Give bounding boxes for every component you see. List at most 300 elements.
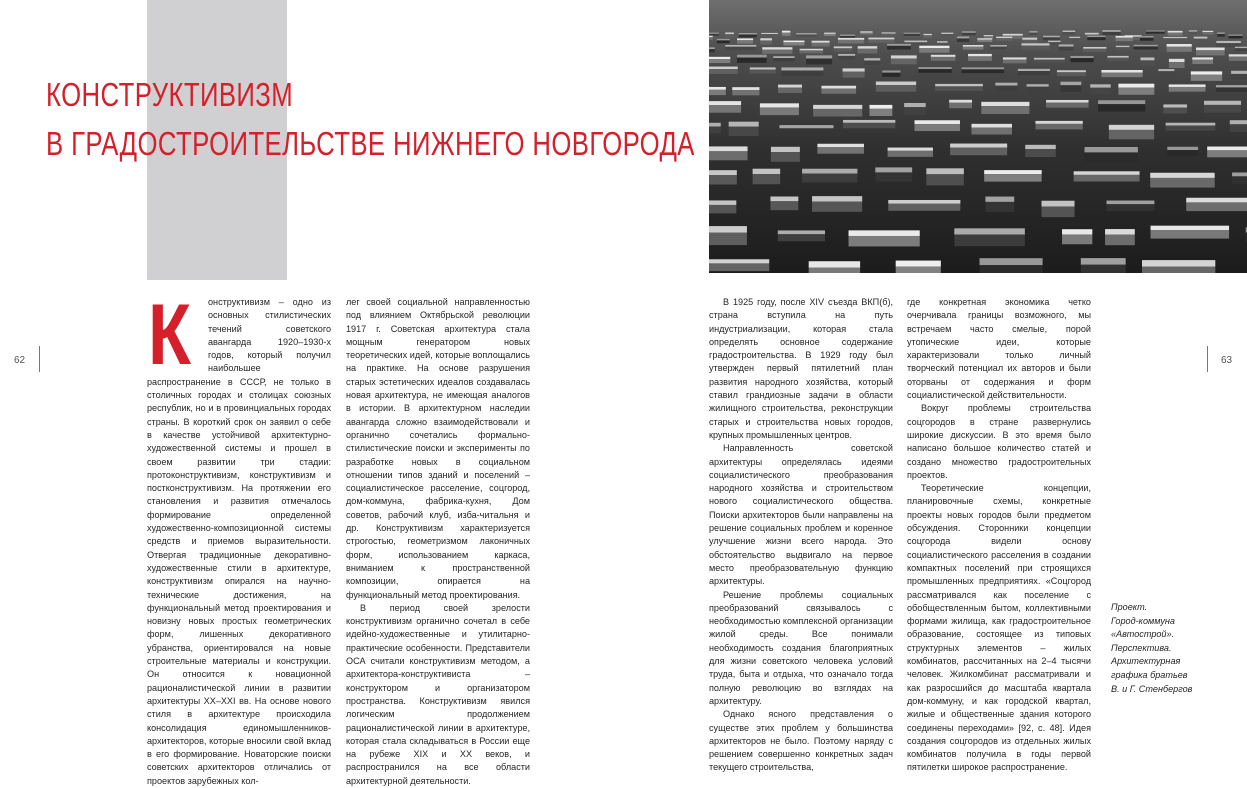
building-facade: [1027, 87, 1049, 92]
building-facade: [1217, 34, 1225, 37]
building-slab: [950, 144, 1007, 148]
building-slab: [971, 124, 1012, 128]
building-facade: [935, 86, 983, 91]
building-facade: [812, 202, 862, 212]
building-slab: [1134, 45, 1158, 47]
building-facade: [1090, 88, 1110, 94]
building-facade: [995, 86, 1017, 91]
building-slab: [753, 169, 781, 174]
building-slab: [1189, 30, 1197, 31]
building-slab: [834, 46, 852, 48]
building-facade: [1163, 38, 1187, 40]
paragraph: В 1925 году, после XIV съезда ВКП(б), страна вступила на путь индустриализации, которая стала определять основное содержание градостроительства. В 1929 году был утвержден первый пятилетний план развития народного хозяйства, который ставил грандиозные задачи в области жилищного строительства, реконструкции старых и строительства новых городов, крупных промышленных центров.: [709, 297, 893, 440]
building-slab: [796, 33, 816, 34]
building-facade: [737, 58, 767, 63]
building-facade: [1106, 204, 1154, 211]
building-facade: [1057, 72, 1086, 76]
building-facade: [709, 151, 748, 160]
building-facade: [1166, 126, 1216, 131]
building-facade: [1151, 230, 1230, 238]
building-slab: [812, 196, 862, 202]
building-facade: [990, 47, 1007, 50]
building-facade: [1231, 74, 1247, 80]
building-facade: [864, 61, 880, 65]
building-slab: [729, 122, 759, 127]
figure-caption: Проект. Город-коммуна «Автострой». Перспектива. Архитектурная графика братьев В. и Г. Стенбергов: [1111, 602, 1193, 694]
building-slab: [1003, 34, 1023, 36]
building-facade: [1232, 176, 1247, 183]
building-slab: [737, 38, 753, 40]
text-column-2: [346, 296, 530, 788]
building-slab: [1163, 37, 1187, 38]
building-facade: [838, 40, 864, 44]
building-slab: [1167, 147, 1198, 150]
building-slab: [888, 200, 960, 204]
building-facade: [1087, 37, 1105, 40]
building-slab: [782, 31, 790, 33]
building-slab: [904, 33, 920, 34]
building-slab: [717, 39, 730, 41]
building-facade: [919, 48, 949, 53]
building-slab: [1106, 201, 1154, 205]
building-facade: [725, 47, 756, 50]
building-facade: [760, 40, 772, 44]
building-slab: [984, 35, 993, 36]
building-facade: [1025, 149, 1056, 157]
building-facade: [1021, 46, 1049, 50]
building-facade: [858, 49, 878, 54]
building-facade: [962, 69, 1005, 73]
building-slab: [838, 38, 864, 40]
building-facade: [1142, 267, 1215, 273]
paragraph: Однако ясного представления о существе этих проблем у большинства архитекторов не было. Поэтому наряду с решением совершенно конкретных задач текущего строительства,: [709, 709, 893, 773]
building-facade: [875, 172, 912, 181]
building-facade: [782, 33, 790, 36]
building-slab: [1116, 46, 1130, 47]
building-facade: [843, 72, 865, 78]
building-slab: [725, 32, 734, 34]
building-facade: [1194, 39, 1208, 43]
building-slab: [869, 105, 892, 109]
building-slab: [1101, 70, 1142, 73]
building-slab: [709, 87, 726, 90]
building-slab: [954, 228, 1025, 234]
building-facade: [821, 89, 856, 94]
building-facade: [802, 174, 857, 183]
building-slab: [1217, 32, 1225, 34]
building-facade: [1116, 38, 1133, 41]
building-slab: [1034, 58, 1065, 60]
building-slab: [864, 58, 880, 60]
building-slab: [1046, 100, 1088, 103]
building-facade: [729, 127, 759, 136]
building-slab: [773, 56, 794, 58]
building-facade: [709, 233, 747, 245]
building-facade: [996, 38, 1012, 41]
building-slab: [981, 102, 1029, 106]
building-slab: [1025, 145, 1056, 149]
building-facade: [709, 126, 721, 133]
building-slab: [750, 67, 776, 69]
building-facade: [1105, 235, 1135, 245]
drop-cap: К: [148, 287, 192, 383]
building-facade: [1083, 49, 1106, 52]
building-facade: [781, 71, 823, 77]
building-slab: [1216, 85, 1247, 87]
building-facade: [1192, 60, 1213, 64]
building-slab: [1235, 47, 1247, 49]
building-facade: [1003, 59, 1027, 63]
building-facade: [739, 35, 757, 38]
building-slab: [941, 33, 953, 34]
building-slab: [1074, 171, 1140, 175]
paragraph: Вокруг проблемы строительства соцгородов в стране развернулись широкие дискуссии. В это время было написано большое количество статей и создано множество градостроительных проектов.: [907, 403, 1091, 480]
building-facade: [888, 151, 933, 157]
building-facade: [709, 69, 738, 74]
building-facade: [1134, 46, 1158, 49]
building-slab: [1059, 44, 1074, 46]
building-facade: [887, 46, 911, 50]
building-slab: [1102, 30, 1120, 32]
building-facade: [962, 33, 976, 36]
building-slab: [984, 170, 1041, 174]
building-facade: [1169, 62, 1185, 68]
building-slab: [806, 55, 832, 58]
building-slab: [843, 120, 895, 123]
building-slab: [1194, 37, 1208, 39]
building-facade: [1069, 38, 1080, 41]
building-facade: [709, 34, 719, 36]
building-facade: [779, 128, 833, 134]
building-facade: [843, 123, 895, 128]
building-slab: [1021, 43, 1049, 45]
building-facade: [1034, 60, 1065, 64]
building-slab: [739, 33, 757, 35]
building-facade: [1216, 87, 1247, 91]
building-slab: [990, 45, 1007, 47]
building-slab: [985, 197, 1014, 202]
building-facade: [1196, 50, 1225, 55]
building-slab: [1003, 57, 1027, 59]
building-slab: [1166, 123, 1216, 126]
building-slab: [915, 120, 960, 124]
building-slab: [1063, 31, 1075, 32]
building-slab: [1043, 36, 1060, 38]
building-slab: [963, 45, 984, 47]
building-slab: [980, 258, 1043, 265]
building-facade: [1230, 124, 1247, 132]
building-slab: [1041, 201, 1074, 207]
building-slab: [937, 41, 948, 43]
paragraph: Теоретические концепции, планировочные схемы, конкретные проекты новых городов были предметом обсуждения. Сторонники концепции соцгорода видели основу социалистического расселения в создании компактных поселений при строящихся промышленных предприятиях. «Соцгород рассматривался как поселение с обобществленным бытом, коллективными формами жилища, как градостроительное образование, состоящее из типовых структурных элементов – жилых комбинатов, рассчитанных на 2–4 тысячи человек. Жилкомбинат рассматривали и как разросшийся до масштаба квартала дом-коммуну, и как городской квартал, жилые и общественные здания которого соединены переходами» [92, с. 48]. Идея создания соцгородов из отдельных жилых комбинатов получила в годы первой пятилетки широкое распространение.: [907, 483, 1091, 773]
building-slab: [709, 101, 741, 105]
building-facade: [949, 103, 972, 108]
building-slab: [1035, 121, 1082, 124]
building-slab: [919, 46, 949, 48]
building-slab: [1150, 173, 1214, 178]
building-facade: [1102, 32, 1120, 35]
building-facade: [950, 148, 1007, 156]
building-facade: [1074, 175, 1140, 182]
building-slab: [1230, 120, 1247, 124]
building-facade: [1109, 130, 1154, 139]
building-slab: [770, 196, 798, 201]
building-slab: [1228, 35, 1242, 36]
building-facade: [709, 90, 726, 95]
building-slab: [771, 147, 800, 152]
building-slab: [1191, 71, 1222, 74]
building-facade: [1228, 36, 1242, 38]
building-facade: [800, 50, 823, 53]
building-slab: [904, 41, 927, 43]
building-facade: [761, 34, 778, 36]
building-slab: [1071, 56, 1094, 58]
building-facade: [981, 106, 1029, 114]
building-facade: [1063, 32, 1075, 35]
building-slab: [760, 103, 799, 107]
building-slab: [1204, 101, 1241, 105]
building-facade: [860, 32, 872, 34]
building-facade: [1046, 103, 1088, 108]
building-facade: [1060, 85, 1081, 92]
building-slab: [802, 169, 857, 174]
building-facade: [937, 43, 948, 46]
building-facade: [806, 59, 832, 65]
building-facade: [1146, 32, 1165, 34]
building-facade: [1101, 73, 1142, 78]
building-slab: [709, 259, 769, 263]
paragraph: где конкретная экономика четко очерчивала границы возможного, мы встречаем часто смелые, порой утопические идеи, которые характеризовали только личный творческий потенциал их авторов и были оторваны от содержания и форм социалистической действительности.: [907, 297, 1091, 401]
building-slab: [1192, 57, 1213, 59]
building-facade: [709, 175, 737, 184]
building-facade: [1081, 265, 1126, 273]
paragraph: Направленность советской архитектуры определялась идеями социалистического преобразования народного хозяйства и строительством нового социалистического общества. Поиски архитекторов были направлены на решение социальных проблем и коренное улучшение жизни всего народа. Это обстоятельство выдвигало на первое место преобразовательную функцию архитектуры.: [709, 443, 893, 587]
building-facade: [709, 263, 769, 271]
city-blocks-illustration: [709, 0, 1247, 273]
building-facade: [809, 268, 860, 273]
building-facade: [717, 40, 730, 43]
building-facade: [941, 34, 953, 37]
building-slab: [1140, 36, 1153, 38]
building-slab: [1151, 226, 1230, 231]
building-facade: [1140, 60, 1154, 65]
building-slab: [996, 37, 1012, 38]
building-facade: [957, 38, 969, 42]
building-slab: [1081, 258, 1126, 265]
building-slab: [725, 45, 756, 47]
building-facade: [1029, 33, 1037, 35]
building-slab: [1216, 41, 1241, 43]
building-slab: [1169, 84, 1206, 87]
building-facade: [760, 107, 799, 115]
paragraph: онструктивизм – одно из основных стилистических течений советского авангарда 1920–1930-х годов, который получил наибольшее распространение в СССР, не только в столичных городах и столицах союзных республик, но и в провинциальных городах страны. В короткий срок он заявил о себе в качестве устойчивой архитектурно-художественной системы и прошел в своем развитии три стадии: протоконструктивизм, конструктивизм и постконструктивизм. На протяжении его становления и развития отмечалось формирование определенной художественно-композиционной системы средств и приемов выразительности. Отвергая традиционные декоративно-художественные стили в архитектуре, конструктивизм опирался на научно-технические достижения, на функциональный метод проектирования и новизну новых простых геометрических форм, лишенных декоративного убранства, ориентировался на новые строительные материалы и конструкции. Он относится к новационной рационалистической линии в развитии архитектуры XX–XXI вв. На основе нового стиля в архитектуре происходила консолидация единомышленников-архитекторов, которые вносили свой вклад в его формирование. Новаторские поиски советских архитекторов отличались от проектов зарубежных кол-: [147, 297, 331, 786]
building-facade: [1062, 234, 1092, 244]
building-slab: [1083, 47, 1106, 49]
building-slab: [762, 47, 792, 49]
building-facade: [762, 50, 792, 54]
building-facade: [1202, 32, 1213, 34]
building-slab: [962, 31, 976, 32]
building-facade: [1204, 105, 1241, 113]
building-slab: [732, 87, 759, 90]
building-facade: [968, 56, 992, 61]
building-slab: [1202, 31, 1213, 32]
building-facade: [1107, 58, 1128, 61]
building-slab: [709, 36, 713, 37]
building-slab: [709, 47, 715, 49]
building-facade: [813, 109, 862, 117]
building-slab: [1090, 84, 1110, 87]
building-slab: [1048, 41, 1061, 43]
building-slab: [1062, 229, 1092, 234]
text-column-4: [907, 296, 1091, 775]
building-slab: [824, 33, 835, 34]
building-slab: [1057, 70, 1086, 72]
building-slab: [858, 46, 878, 49]
building-slab: [926, 168, 964, 174]
building-slab: [1060, 82, 1081, 86]
building-slab: [1118, 84, 1154, 88]
building-slab: [1168, 31, 1183, 33]
building-slab: [1231, 71, 1247, 74]
building-facade: [1235, 48, 1247, 51]
building-facade: [709, 59, 730, 63]
building-slab: [1085, 33, 1099, 35]
article-title: [46, 70, 695, 168]
building-slab: [888, 148, 933, 151]
building-facade: [778, 88, 802, 93]
title-line-2: В ГРАДОСТРОИТЕЛЬСТВЕ НИЖНЕГО НОВГОРОДА: [46, 125, 695, 162]
building-slab: [1029, 31, 1037, 32]
building-slab: [821, 86, 856, 89]
building-slab: [1069, 37, 1080, 38]
building-facade: [1189, 32, 1197, 34]
building-slab: [800, 49, 823, 51]
paragraph: лег своей социальной направленностью под влиянием Октябрьской революции 1917 г. Советская архитектура стала мощным генератором новых теоретических идей, которые воплощались на практике. На основе разрушения старых эстетических идеалов создавалась новая архитектура, не имеющая аналогов в истории. В архитектурном наследии авангарда сложно взаимодействовали и органично сочетались формально-стилистические поиски и эксперименты по разработке новых в социальном отношении типов зданий и поселений – социалистическое расселение, соцгород, дом-коммуна, фабрика-кухня, Дом советов, рабочий клуб, изба-читальня и др. Конструктивизм характеризуется строгостью, геометризмом лаконичных форм, использованием каркаса, вниманием к пространственной композиции, опирается на функциональный метод проектирования.: [346, 297, 530, 600]
building-slab: [709, 146, 748, 151]
building-slab: [882, 32, 896, 33]
building-slab: [1140, 57, 1154, 60]
building-slab: [709, 57, 730, 59]
building-slab: [709, 123, 721, 127]
aerial-city-photo: [709, 0, 1247, 273]
paragraph: В период своей зрелости конструктивизм органично сочетал в себе идейно-художественные и утилитарно-практические особенности. Представители ОСА считали конструктивизм методом, а архитектора-конструктивиста – конструктором и организатором пространства. Конструктивизм явился логическим продолжением рационалистической линии в архитектуре, которая стала складываться в России еще на рубеже XIX и XX веков, и распространился на все области архитектурной деятельности.: [346, 602, 530, 786]
text-column-3: [709, 296, 893, 775]
building-facade: [725, 34, 734, 37]
building-facade: [783, 42, 804, 45]
building-facade: [1167, 150, 1198, 156]
building-facade: [1150, 178, 1214, 188]
building-facade: [963, 47, 984, 50]
building-slab: [778, 230, 825, 234]
building-facade: [1207, 150, 1247, 157]
building-slab: [860, 31, 872, 32]
building-facade: [977, 40, 992, 42]
building-slab: [813, 105, 862, 109]
building-facade: [817, 147, 864, 153]
building-slab: [737, 55, 767, 58]
building-slab: [760, 38, 772, 40]
building-facade: [926, 174, 964, 185]
building-facade: [770, 201, 798, 210]
building-slab: [962, 67, 1005, 69]
text-column-1: [147, 287, 331, 788]
building-slab: [876, 82, 916, 86]
building-facade: [1018, 71, 1050, 75]
building-slab: [809, 261, 860, 268]
building-slab: [1232, 172, 1247, 176]
building-slab: [709, 67, 738, 70]
building-facade: [1041, 206, 1074, 217]
building-slab: [1158, 69, 1174, 71]
building-facade: [888, 204, 960, 211]
building-facade: [824, 34, 835, 36]
building-slab: [1163, 104, 1187, 107]
building-facade: [1168, 33, 1183, 36]
building-slab: [1098, 100, 1145, 104]
building-slab: [1085, 147, 1138, 152]
building-facade: [1169, 87, 1206, 92]
building-facade: [984, 174, 1041, 181]
building-slab: [849, 230, 920, 236]
building-facade: [1186, 202, 1247, 211]
building-slab: [838, 54, 855, 56]
building-facade: [773, 58, 794, 61]
building-facade: [753, 174, 781, 184]
building-facade: [1071, 58, 1094, 62]
building-slab: [817, 144, 864, 147]
building-facade: [954, 235, 1025, 247]
building-slab: [1105, 229, 1135, 235]
building-slab: [1022, 38, 1037, 40]
building-slab: [887, 44, 911, 46]
building-slab: [1116, 36, 1133, 38]
building-facade: [732, 90, 759, 95]
building-facade: [931, 57, 956, 61]
building-slab: [1142, 260, 1215, 267]
building-facade: [1035, 124, 1082, 130]
paragraph: Решение проблемы социальных преобразований связывалось с необходимостью комплексной организации жилой среды. Все понимали необходимость создания благоприятных для жизни советского человека условий труда, быта и отдыха, что означало тогда полную революцию во взглядах на архитектуру.: [709, 589, 893, 706]
building-facade: [1163, 108, 1187, 114]
building-facade: [849, 236, 920, 246]
page-number-left: 62: [14, 355, 26, 366]
building-facade: [1118, 88, 1154, 95]
building-facade: [984, 36, 993, 38]
building-slab: [781, 67, 823, 70]
building-slab: [1186, 198, 1247, 203]
building-facade: [915, 124, 960, 131]
building-facade: [750, 70, 776, 74]
building-slab: [1018, 69, 1050, 71]
building-facade: [923, 35, 931, 37]
page-rule-right: [1207, 346, 1208, 372]
building-slab: [709, 170, 737, 175]
building-facade: [868, 39, 894, 42]
building-slab: [931, 55, 956, 57]
building-facade: [709, 37, 713, 39]
building-slab: [1207, 147, 1247, 151]
building-facade: [869, 109, 892, 116]
building-slab: [957, 36, 969, 38]
building-facade: [1140, 38, 1153, 41]
building-facade: [1059, 47, 1074, 51]
building-facade: [1229, 57, 1247, 61]
building-slab: [935, 84, 983, 86]
building-facade: [904, 107, 926, 115]
building-slab: [1229, 54, 1247, 56]
building-slab: [1087, 36, 1105, 38]
building-facade: [812, 43, 830, 47]
